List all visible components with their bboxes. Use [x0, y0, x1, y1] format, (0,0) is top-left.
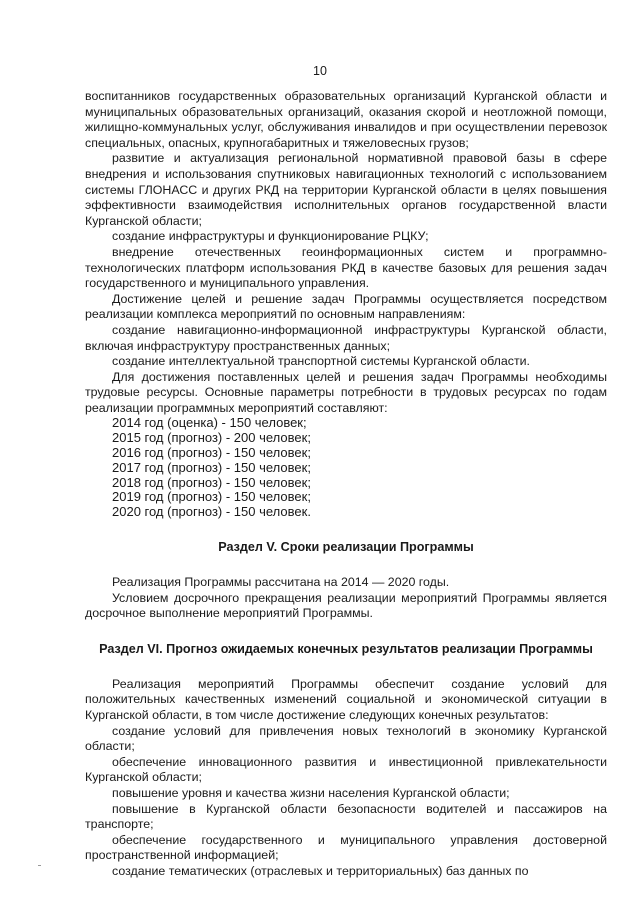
paragraph: повышение уровня и качества жизни населения Курганской области;: [112, 785, 510, 800]
paragraph: Условием досрочного прекращения реализации мероприятий Программы является досрочное выполнение мероприятий Программы.: [85, 590, 607, 621]
paragraph: воспитанников государственных образовательных организаций Курганской области и муниципальных образовательных организаций, оказания скорой и неотложной помощи, жилищно-коммунальных услуг, обслуживания инвалидов и при осуществлении перевозок специальных, опасных, крупногабаритных и тяжеловесных грузов;: [85, 89, 607, 150]
paragraph: обеспечение государственного и муниципального управления достоверной пространственной информацией;: [85, 832, 607, 863]
paragraph: обеспечение инновационного развития и инвестиционной привлекательности Курганской области;: [85, 754, 607, 785]
paragraph: Достижение целей и решение задач Программы осуществляется посредством реализации комплекса мероприятий по основным направлениям:: [85, 291, 607, 322]
section-6-heading: Раздел VI. Прогноз ожидаемых конечных результатов реализации Программы: [99, 641, 593, 656]
page-number: 10: [313, 64, 327, 78]
paragraph: создание навигационно-информационной инфраструктуры Курганской области, включая инфраструктуру пространственных данных;: [85, 322, 607, 353]
paragraph: Для достижения поставленных целей и решения задач Программы необходимы трудовые ресурсы. Основные параметры потребности в трудовых ресурсах по годам реализации программных мероприятий составляют:: [85, 369, 607, 415]
list-item: 2017 год (прогноз) - 150 человек;: [112, 459, 311, 475]
paragraph: повышение в Курганской области безопасности водителей и пассажиров на транспорте;: [85, 801, 607, 832]
document-body: [85, 89, 607, 880]
paragraph: Реализация Программы рассчитана на 2014 — 2020 годы.: [112, 575, 450, 590]
paragraph: внедрение отечественных геоинформационных систем и программно-технологических платформ использования РКД в качестве базовых для решения задач государственного и муниципального управления.: [85, 244, 607, 291]
paragraph: создание условий для привлечения новых технологий в экономику Курганской области;: [85, 723, 607, 754]
list-item: 2015 год (прогноз) - 200 человек;: [112, 430, 311, 446]
list-item: 2019 год (прогноз) - 150 человек;: [112, 489, 311, 505]
paragraph: развитие и актуализация региональной нормативной правовой базы в сфере внедрения и использования спутниковых навигационных технологий с использованием системы ГЛОНАСС и других РКД на территории Курганской области в целях повышения эффективности взаимодействия исполнительных органов государственной власти Курганской области;: [85, 151, 607, 228]
scan-mark: [38, 865, 41, 866]
paragraph: Реализация мероприятий Программы обеспечит создание условий для положительных качественных изменений социальной и экономической ситуации в Курганской области, в том числе достижение следующих конечных результатов:: [85, 676, 607, 723]
section-5-heading: Раздел V. Сроки реализации Программы: [218, 540, 474, 555]
list-item: 2014 год (оценка) - 150 человек;: [112, 415, 307, 431]
paragraph: создание тематических (отраслевых и территориальных) баз данных по: [112, 863, 529, 878]
list-item: 2016 год (прогноз) - 150 человек;: [112, 445, 311, 461]
list-item: 2018 год (прогноз) - 150 человек;: [112, 474, 311, 490]
paragraph: создание инфраструктуры и функционирование РЦКУ;: [112, 229, 429, 244]
list-item: 2020 год (прогноз) - 150 человек.: [112, 504, 311, 520]
workforce-list: [85, 416, 607, 520]
paragraph: создание интеллектуальной транспортной системы Курганской области.: [112, 354, 530, 369]
